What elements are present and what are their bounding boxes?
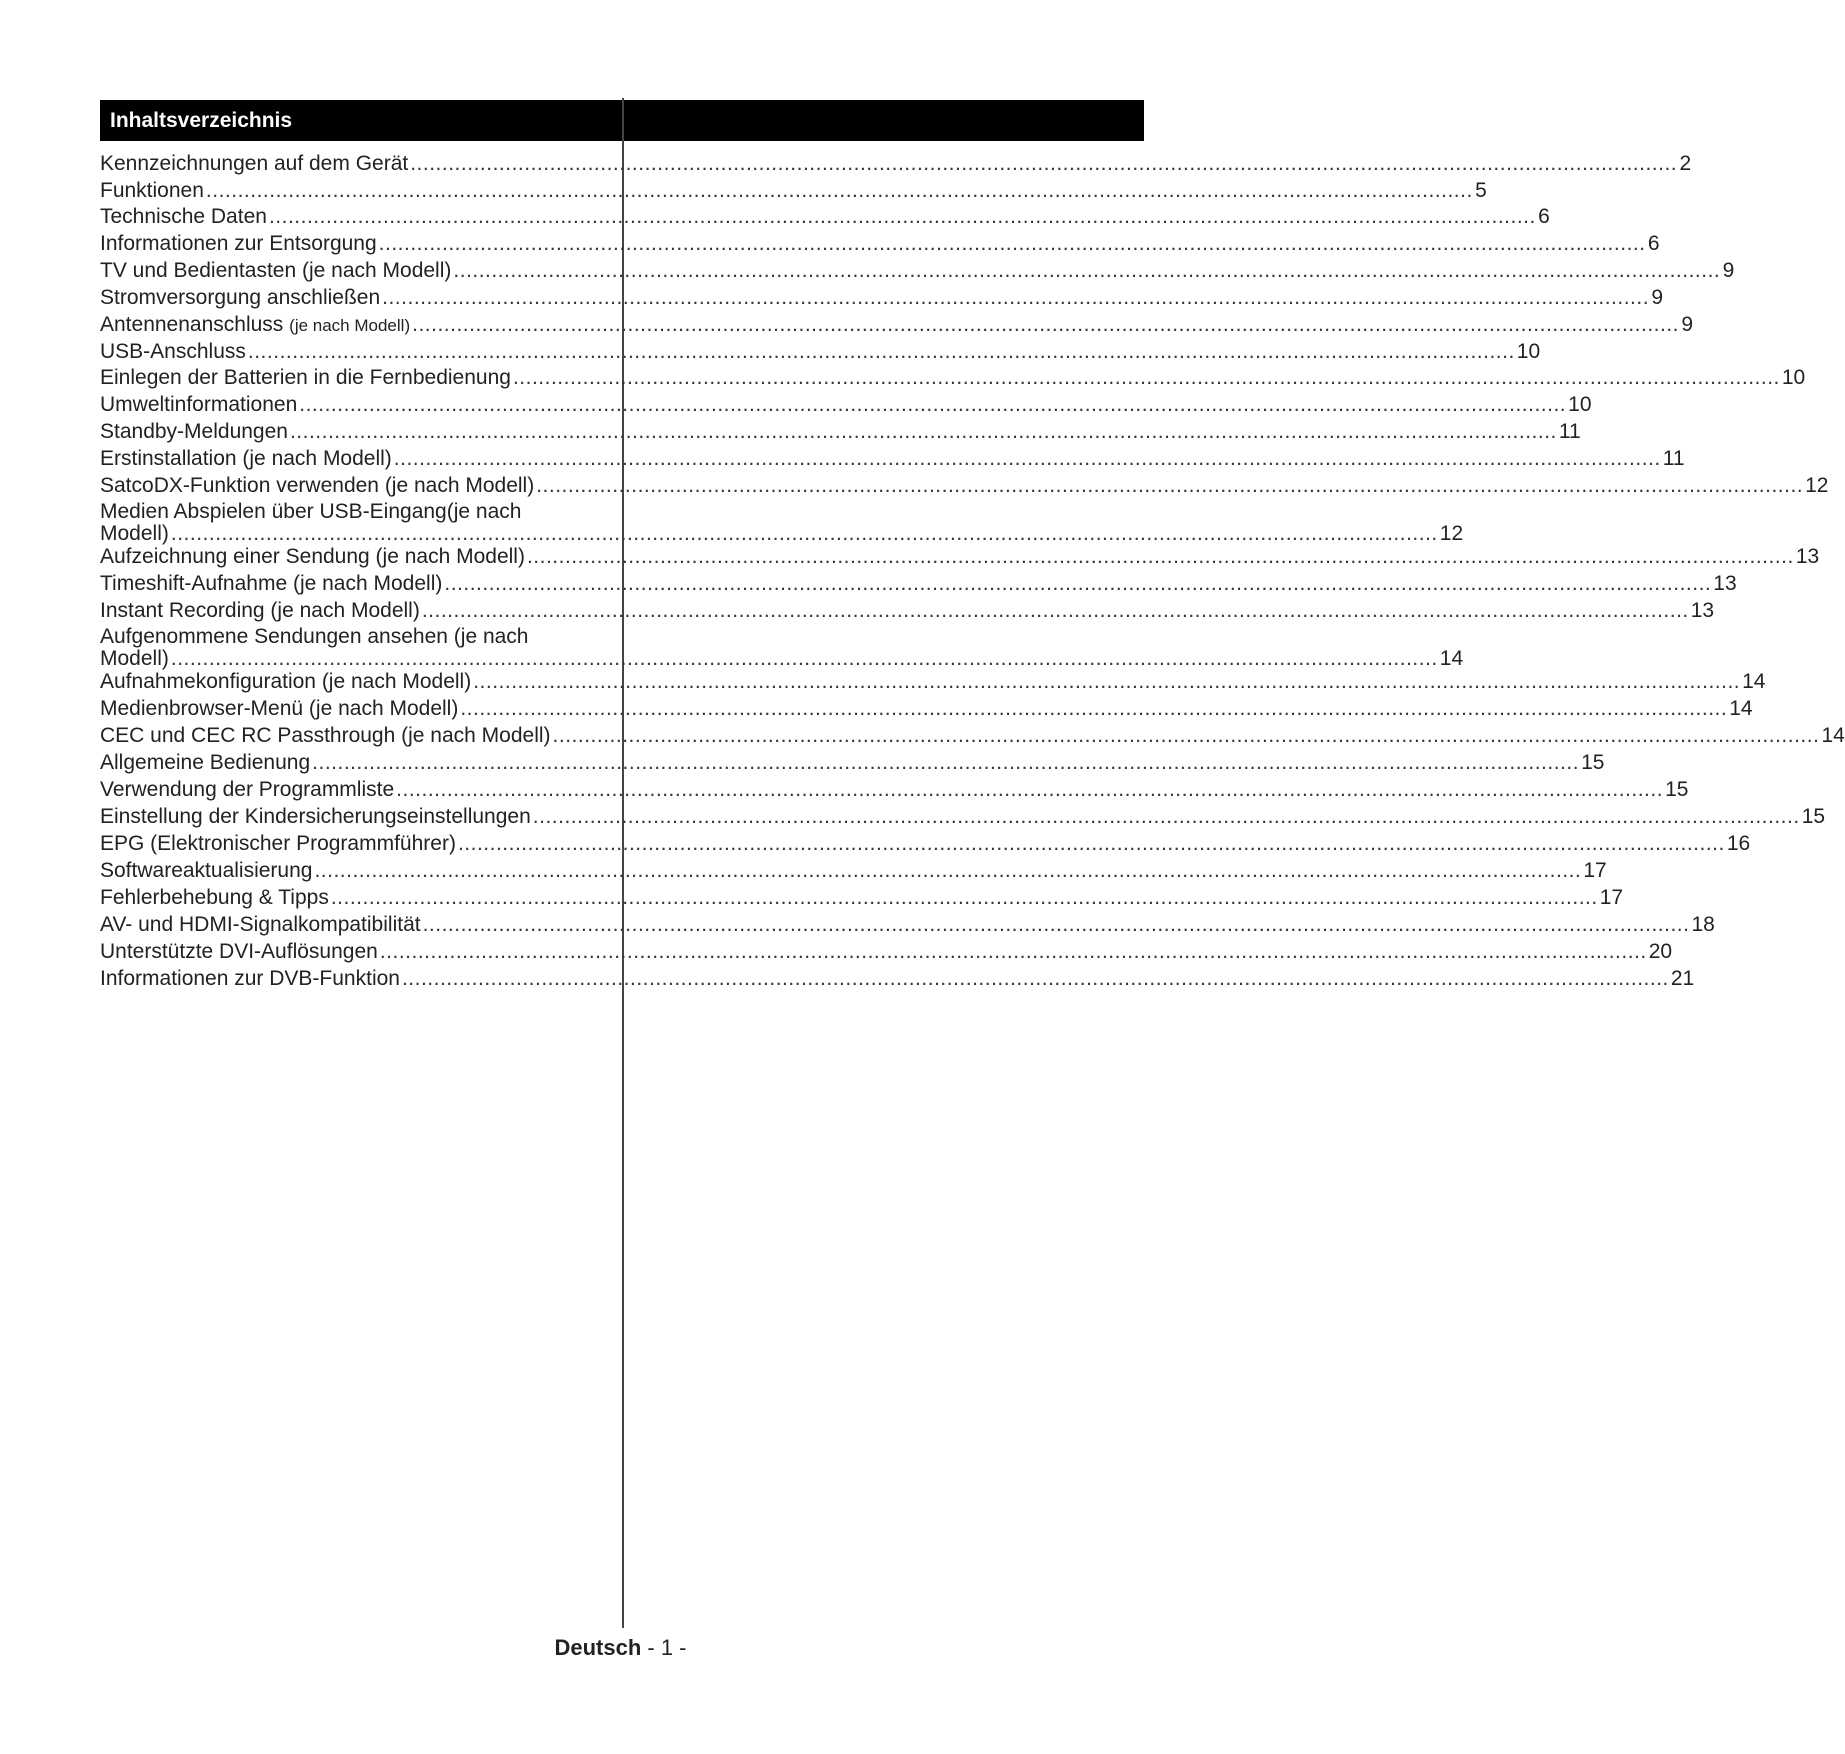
toc-entry-title-text: Standby-Meldungen	[100, 420, 288, 443]
toc-page-number: 14	[1821, 724, 1845, 747]
toc-entry[interactable]	[100, 778, 1689, 802]
toc-entry[interactable]	[100, 805, 1826, 829]
toc-page-number: 9	[1722, 259, 1735, 282]
toc-dot-leader: ........................................................................................................................................................................................................	[205, 179, 1473, 202]
toc-entry[interactable]	[100, 940, 1673, 964]
toc-dot-leader: ........................................................................................................................................................................................................	[444, 572, 1712, 595]
toc-entry-title	[100, 859, 312, 883]
toc-entry-title-text: EPG (Elektronischer Programmführer)	[100, 832, 456, 855]
toc-entry-title	[100, 751, 310, 775]
toc-page-number: 20	[1648, 940, 1673, 963]
toc-entry[interactable]	[100, 913, 1715, 937]
toc-entry-title-text: Informationen zur DVB-Funktion	[100, 967, 400, 990]
toc-entry[interactable]	[100, 697, 1753, 721]
toc-entry[interactable]	[100, 572, 1737, 596]
toc-page-number: 14	[1439, 647, 1464, 670]
toc-entry[interactable]	[100, 366, 1806, 390]
toc-page-number: 13	[1690, 599, 1715, 622]
toc-entry-title	[100, 545, 525, 569]
toc-entry-title-text: Funktionen	[100, 179, 204, 202]
toc-page-number: 14	[1742, 670, 1766, 693]
toc-page-number: 18	[1691, 913, 1715, 936]
toc-dot-leader: ........................................................................................................................................................................................................	[382, 286, 1650, 309]
toc-page-number: 15	[1801, 805, 1826, 828]
toc-entry-title-line1: Aufgenommene Sendungen ansehen (je nach	[100, 625, 529, 648]
toc-dot-leader: ........................................................................................................................................................................................................	[401, 967, 1669, 990]
toc-entry-title	[100, 523, 169, 545]
toc-dot-leader: ........................................................................................................................................................................................................	[170, 647, 1438, 670]
toc-entry[interactable]	[100, 670, 1766, 694]
toc-dot-leader: ........................................................................................................................................................................................................	[532, 805, 1800, 828]
footer-language: Deutsch	[554, 1635, 642, 1660]
toc-dot-leader: ........................................................................................................................................................................................................	[314, 859, 1582, 882]
toc-entry-title	[100, 259, 451, 283]
toc-dot-leader: ........................................................................................................................................................................................................	[247, 340, 1515, 363]
toc-entry-title-text: Stromversorgung anschließen	[100, 286, 381, 309]
toc-entry[interactable]	[100, 832, 1751, 856]
toc-entry-title-text: SatcoDX-Funktion verwenden (je nach Modell)	[100, 474, 535, 497]
toc-entry-title	[100, 940, 378, 964]
toc-entry-title	[100, 778, 394, 802]
toc-entry-title	[100, 913, 421, 937]
toc-page-number: 9	[1651, 286, 1664, 309]
page-footer	[0, 1635, 1241, 1661]
toc-dot-leader: ........................................................................................................................................................................................................	[422, 913, 1690, 936]
toc-entry-title	[100, 286, 380, 310]
toc-dot-leader: ........................................................................................................................................................................................................	[512, 366, 1780, 389]
toc-entry-title-text: USB-Anschluss	[100, 340, 246, 363]
toc-entry-title	[100, 420, 288, 444]
toc-page-number: 14	[1729, 697, 1753, 720]
toc-dot-leader: ........................................................................................................................................................................................................	[289, 420, 1557, 443]
toc-entry-title-text: AV- und HDMI-Signalkompatibilität	[100, 913, 421, 936]
toc-dot-leader: ........................................................................................................................................................................................................	[378, 232, 1646, 255]
toc-entry[interactable]	[100, 420, 1581, 444]
toc-dot-leader: ........................................................................................................................................................................................................	[412, 313, 1680, 336]
toc-entry-title-text: Einstellung der Kindersicherungseinstellungen	[100, 805, 531, 828]
toc-page-number: 5	[1475, 179, 1487, 202]
toc-entry-title	[100, 179, 204, 203]
toc-entry-title	[100, 724, 551, 748]
toc-page-number: 11	[1558, 420, 1581, 443]
toc-dot-leader: ........................................................................................................................................................................................................	[379, 940, 1647, 963]
toc-dot-leader: ........................................................................................................................................................................................................	[457, 832, 1725, 855]
toc-entry-title	[100, 366, 511, 390]
toc-entry-title-text: Verwendung der Programmliste	[100, 778, 395, 801]
toc-entry[interactable]	[100, 724, 1845, 748]
toc-dot-leader: ........................................................................................................................................................................................................	[330, 886, 1598, 909]
toc-dot-leader: ........................................................................................................................................................................................................	[393, 447, 1661, 470]
toc-dot-leader: ........................................................................................................................................................................................................	[268, 205, 1536, 228]
toc-page-number: 9	[1681, 313, 1694, 336]
toc-entry-title	[100, 599, 420, 623]
toc-entry-title	[100, 205, 267, 229]
toc-dot-leader: ........................................................................................................................................................................................................	[460, 697, 1728, 720]
toc-entry-title-text: TV und Bedientasten (je nach Modell)	[100, 259, 452, 282]
toc-page-number: 2	[1679, 152, 1692, 175]
toc-dot-leader: ........................................................................................................................................................................................................	[453, 259, 1721, 282]
toc-entry-title	[100, 648, 169, 670]
toc-entry-title	[100, 232, 377, 256]
toc-entry-title	[100, 474, 534, 498]
toc-page-number: 17	[1599, 886, 1624, 909]
toc-entry[interactable]	[100, 625, 1464, 670]
toc-dot-leader: ........................................................................................................................................................................................................	[299, 393, 1567, 416]
toc-entry-title-text: Kennzeichnungen auf dem Gerät	[100, 152, 409, 175]
toc-entry[interactable]	[100, 886, 1624, 910]
toc-page-number: 13	[1795, 545, 1820, 568]
toc-page-number: 11	[1662, 447, 1685, 470]
toc-entry-title	[100, 447, 392, 471]
toc-entry-title-text: Erstinstallation (je nach Modell)	[100, 447, 392, 470]
toc-entry-title-text: Allgemeine Bedienung	[100, 751, 311, 774]
toc-entry-title	[100, 697, 458, 721]
toc-entry-title-text: Aufnahmekonfiguration (je nach Modell)	[100, 670, 472, 693]
toc-entry-title-text: Softwareaktualisierung	[100, 859, 313, 882]
toc-entry-title	[100, 967, 400, 991]
toc-dot-leader: ........................................................................................................................................................................................................	[552, 724, 1820, 747]
toc-entry-title-text: Modell)	[100, 522, 169, 545]
toc-page-number: 15	[1665, 778, 1689, 801]
toc-entry[interactable]	[100, 545, 1820, 569]
toc-entry-title	[100, 313, 410, 338]
toc-entry-title-text: Technische Daten	[100, 205, 267, 228]
toc-page-number: 10	[1781, 366, 1806, 389]
toc-entry-title-text: CEC und CEC RC Passthrough (je nach Modell)	[100, 724, 551, 747]
toc-entry-title-text: Informationen zur Entsorgung	[100, 232, 377, 255]
toc-entry[interactable]	[100, 205, 1550, 229]
toc-dot-leader: ........................................................................................................................................................................................................	[410, 152, 1678, 175]
toc-entry[interactable]	[100, 751, 1605, 775]
toc-page-number: 10	[1516, 340, 1541, 363]
toc-entry-title-text: Modell)	[100, 647, 169, 670]
toc-entry-title	[100, 152, 408, 176]
toc-entry[interactable]	[100, 179, 1487, 203]
toc-entry[interactable]	[100, 447, 1685, 471]
toc-entry[interactable]	[100, 599, 1715, 623]
toc-entry-title	[100, 805, 531, 829]
toc-page-number: 16	[1726, 832, 1751, 855]
toc-dot-leader: ........................................................................................................................................................................................................	[396, 778, 1664, 801]
toc-dot-leader: ........................................................................................................................................................................................................	[170, 522, 1438, 545]
toc-entry[interactable]	[100, 232, 1660, 256]
toc-dot-leader: ........................................................................................................................................................................................................	[312, 751, 1580, 774]
toc-entry-note: (je nach Modell)	[289, 316, 411, 335]
toc-page-number: 17	[1583, 859, 1607, 882]
toc-dot-leader: ........................................................................................................................................................................................................	[421, 599, 1689, 622]
toc-entry-title-text: Medienbrowser-Menü (je nach Modell)	[100, 697, 459, 720]
toc-entry[interactable]	[100, 286, 1664, 310]
toc-entry[interactable]	[100, 393, 1592, 417]
toc-entry-title	[100, 393, 297, 417]
toc-entry-title-text: Timeshift-Aufnahme (je nach Modell)	[100, 572, 443, 595]
toc-dot-leader: ........................................................................................................................................................................................................	[536, 474, 1804, 497]
toc-entry-title-text: Aufzeichnung einer Sendung (je nach Modell)	[100, 545, 525, 568]
toc-entry-title-text: Instant Recording (je nach Modell)	[100, 599, 420, 622]
toc-page-number: 12	[1439, 522, 1464, 545]
toc-entry-title	[100, 832, 456, 856]
toc-entry-title-text: Antennenanschluss	[100, 313, 284, 336]
toc-entry-title-text: Unterstützte DVI-Auflösungen	[100, 940, 378, 963]
toc-entry[interactable]	[100, 500, 1464, 545]
toc-page-number: 12	[1805, 474, 1829, 497]
toc-entry[interactable]	[100, 152, 1692, 176]
toc-page-number: 6	[1538, 205, 1550, 228]
toc-entry[interactable]	[100, 859, 1607, 883]
toc-entry-title-line1: Medien Abspielen über USB-Eingang(je nach	[100, 500, 522, 523]
toc-entry-title	[100, 340, 246, 364]
toc-dot-leader: ........................................................................................................................................................................................................	[526, 545, 1794, 568]
toc-page-number: 10	[1568, 393, 1592, 416]
toc-heading: Inhaltsverzeichnis	[110, 109, 293, 132]
toc-entry-title	[100, 670, 471, 694]
toc-entry[interactable]	[100, 313, 1694, 338]
footer-page-number: - 1 -	[647, 1635, 687, 1660]
toc-page-number: 21	[1670, 967, 1695, 990]
toc-page-number: 15	[1581, 751, 1605, 774]
toc-entry-title-text: Fehlerbehebung & Tipps	[100, 886, 329, 909]
toc-dot-leader: ........................................................................................................................................................................................................	[473, 670, 1741, 693]
toc-page-number: 13	[1713, 572, 1737, 595]
toc-entry-title-text: Einlegen der Batterien in die Fernbedienung	[100, 366, 511, 389]
toc-entry[interactable]	[100, 340, 1541, 364]
toc-entry-title-text: Umweltinformationen	[100, 393, 298, 416]
toc-page-number: 6	[1647, 232, 1660, 255]
toc-entry[interactable]	[100, 259, 1735, 283]
toc-entry[interactable]	[100, 967, 1695, 991]
toc-entry-title	[100, 886, 329, 910]
toc-entry-title	[100, 572, 442, 596]
toc-entry[interactable]	[100, 474, 1829, 498]
